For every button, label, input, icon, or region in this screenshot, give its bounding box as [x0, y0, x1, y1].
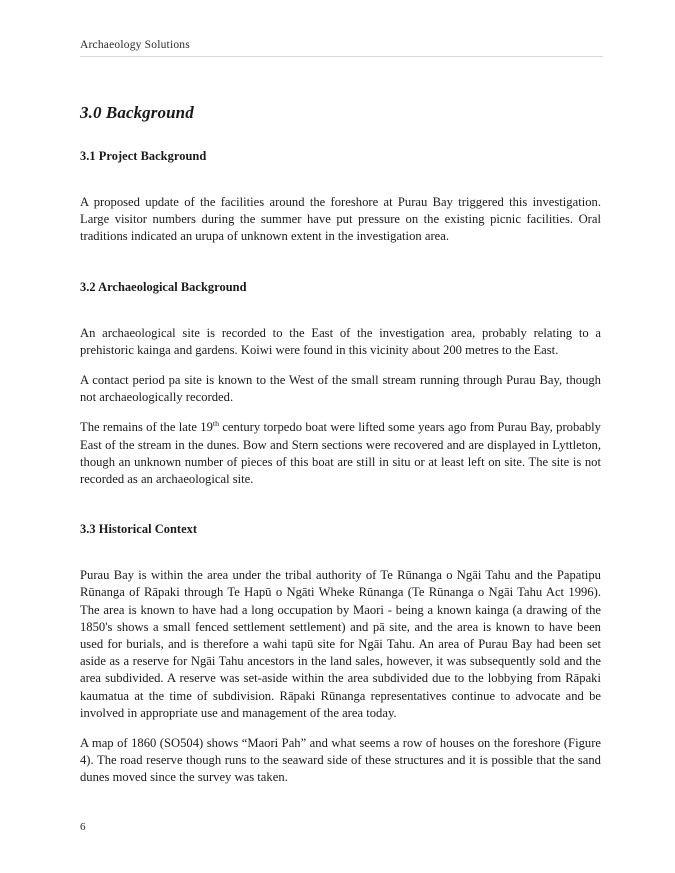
paragraph-3-1-1: A proposed update of the facilities around the foreshore at Purau Bay triggered this investigation. Large visitor numbers during the summer have put pressure on the existing picnic facilities. Oral traditions indicated an urupa of unknown extent in the investigation area. — [80, 195, 601, 244]
spacer — [80, 722, 601, 735]
spacer — [80, 537, 601, 567]
paragraph-3-3-2: A map of 1860 (SO504) shows “Maori Pah” and what seems a row of houses on the foreshore (Figure 4). The road reserve though runs to the seaward side of these structures and it is possible that the sand dunes moved since the survey was taken. — [80, 736, 601, 785]
spacer — [80, 295, 601, 325]
section-heading-3-1: 3.1 Project Background — [80, 149, 207, 163]
section-heading-3-3: 3.3 Historical Context — [80, 522, 198, 537]
section-heading-3-2: 3.2 Archaeological Background — [80, 279, 247, 294]
running-header — [80, 38, 603, 57]
paragraph-3-2-1: An archaeological site is recorded to the East of the investigation area, probably relating to a prehistoric kainga and gardens. Koiwi were found in this vicinity about 200 metres to the East. — [80, 325, 601, 357]
chapter-title: 3.0 Background — [80, 103, 194, 122]
running-header-text: Archaeology Solutions — [80, 39, 190, 51]
ordinal-superscript: th — [212, 419, 219, 429]
spacer — [80, 164, 601, 194]
paragraph-3-2-2: A contact period pa site is known to the West of the small stream running through Purau Bay, though not archaeologically recorded. — [80, 373, 601, 405]
spacer — [80, 488, 601, 521]
paragraph-3-2-3-lead: The remains of the late 19 — [80, 420, 213, 435]
paragraph-3-2-3-rest: century torpedo boat were lifted some years ago from Purau Bay, probably East of the stream in the dunes. Bow and Stern sections were recovered and are displayed in Lyttleton, though an unknown number of pieces of this boat are still in situ or at least left on site. The site is not recorded as an archaeological site. — [80, 420, 601, 487]
spacer — [80, 124, 601, 148]
spacer — [80, 359, 601, 372]
paragraph-3-3-1: Purau Bay is within the area under the tribal authority of Te Rūnanga o Ngāi Tahu and the Papatipu Rūnanga of Rāpaki through Te Hapū o Ngāti Wheke Rūnanga (Te Rūnanga o Ngāi Tahu Act 1996). The area is known to have had a long occupation by Maori - being a known kainga (a drawing of the 1850's shows a small fenced settlement settlement) and pā site, and the area is known to have been used for burials, and is therefore a wahi tapū site for Ngāi Tahu. An area of Purau Bay had been set aside as a reserve for Ngāi Tahu ancestors in the land sales, however, it was subsequently sold and the area subdivided. A reserve was set-aside within the area subdivided due to the lobbying from Rāpaki kaumatua at the time of subdivision. Rāpaki Rūnanga representatives continue to advocate and be involved in appropriate use and management of the area today. — [80, 568, 601, 720]
header-divider-rule — [80, 56, 603, 57]
spacer — [80, 406, 601, 419]
spacer — [80, 246, 601, 279]
paragraph-3-2-3 — [80, 419, 601, 488]
page-number: 6 — [80, 821, 86, 833]
page-content — [80, 102, 601, 787]
